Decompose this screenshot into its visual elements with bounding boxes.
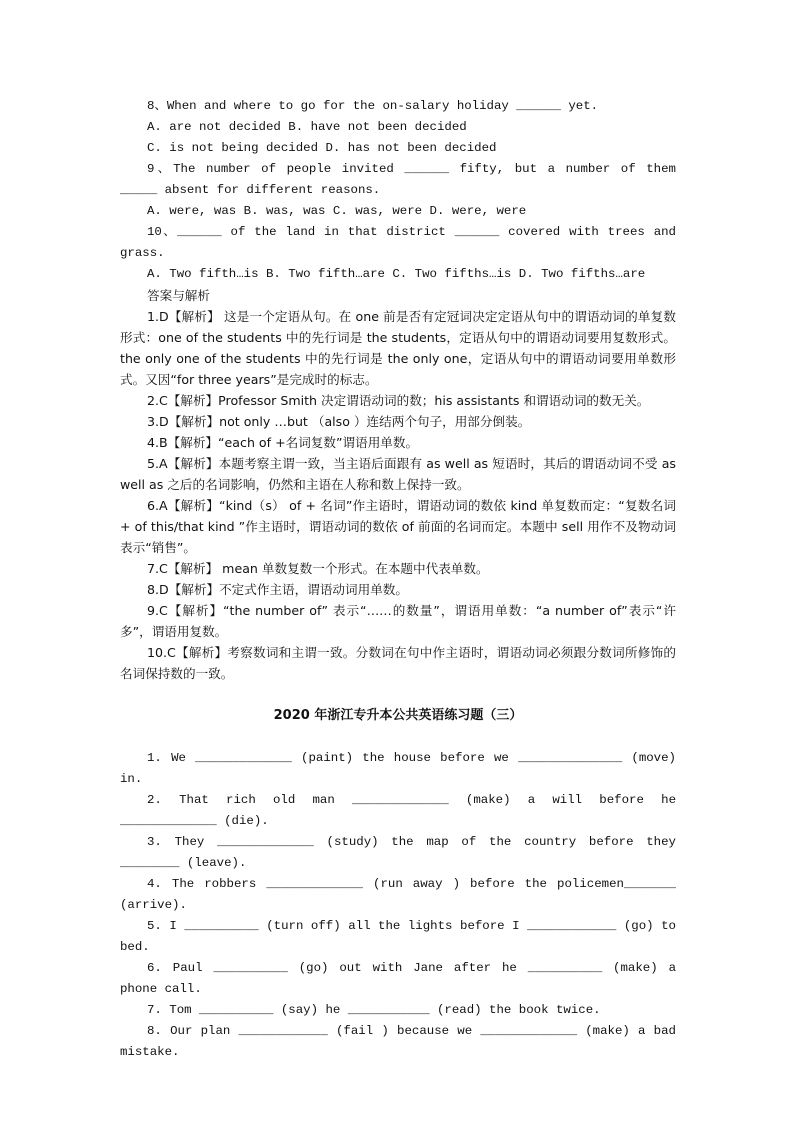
question-9: 9、The number of people invited ______ fifty, but a number of them _____ absent for different reasons. — [120, 162, 676, 197]
exercise-7: 7. Tom __________ (say) he ___________ (read) the book twice. — [147, 1003, 601, 1017]
question-9-options: A. were, was B. was, was C. was, were D. were, were — [147, 204, 527, 218]
answer-1: 1.D【解析】 这是一个定语从句。在 one 前是否有定冠词决定定语从句中的谓语动词的单复数形式：one of the students 中的先行词是 the students，定语从句中的谓语动词要用复数形式。the only one of the students 中的先行词是 the only one，定语从句中的谓语动词要用单数形式。又因“for three years”是完成时的标志。 — [120, 309, 676, 387]
answer-6: 6.A【解析】“kind（s） of + 名词”作主语时，谓语动词的数依 kind 单复数而定：“复数名词 + of this/that kind ”作主语时，谓语动词的数依 of 前面的名词而定。本题中 sell 用作不及物动词表示“销售”。 — [120, 498, 676, 555]
question-8: 8、When and where to go for the on-salary holiday ______ yet. — [147, 99, 599, 113]
question-10: 10、______ of the land in that district ______ covered with trees and grass. — [120, 225, 676, 260]
question-8-options-ab: A. are not decided B. have not been decided — [147, 120, 467, 134]
exercise-6: 6. Paul __________ (go) out with Jane after he __________ (make) a phone call. — [120, 961, 676, 996]
exercise-8: 8. Our plan ____________ (fail ) because we _____________ (make) a bad mistake. — [120, 1024, 676, 1059]
section-spacer — [120, 727, 676, 748]
answer-8: 8.D【解析】不定式作主语，谓语动词用单数。 — [147, 582, 408, 597]
exercise-1: 1. We _____________ (paint) the house before we ______________ (move) in. — [120, 751, 676, 786]
exercise-2: 2. That rich old man _____________ (make) a will before he _____________ (die). — [120, 793, 676, 828]
answer-4: 4.B【解析】“each of +名词复数”谓语用单数。 — [147, 435, 419, 450]
answer-2: 2.C【解析】Professor Smith 决定谓语动词的数；his assistants 和谓语动词的数无关。 — [147, 393, 650, 408]
answers-heading: 答案与解析 — [147, 288, 210, 303]
question-8-options-cd: C. is not being decided D. has not been decided — [147, 141, 497, 155]
section-title: 2020 年浙江专升本公共英语练习题（三） — [273, 708, 523, 723]
answer-9: 9.C【解析】“the number of” 表示“……的数量”，谓语用单数：“a number of”表示“许多”，谓语用复数。 — [120, 603, 676, 639]
question-10-options: A. Two fifth…is B. Two fifth…are C. Two fifths…is D. Two fifths…are — [147, 267, 646, 281]
answer-3: 3.D【解析】not only …but （also ）连结两个句子，用部分倒装。 — [147, 414, 531, 429]
exercise-5: 5. I __________ (turn off) all the lights before I ____________ (go) to bed. — [120, 919, 676, 954]
section-spacer — [120, 684, 676, 705]
document-body — [120, 96, 676, 1063]
exercise-3: 3. They _____________ (study) the map of the country before they ________ (leave). — [120, 835, 676, 870]
exercise-4: 4. The robbers _____________ (run away ) before the policemen_______ (arrive). — [120, 877, 676, 912]
answer-10: 10.C【解析】考察数词和主谓一致。分数词在句中作主语时，谓语动词必须跟分数词所修饰的名词保持数的一致。 — [120, 645, 676, 681]
answer-5: 5.A【解析】本题考察主谓一致，当主语后面跟有 as well as 短语时，其后的谓语动词不受 as well as 之后的名词影响，仍然和主语在人称和数上保持一致。 — [120, 456, 676, 492]
answer-7: 7.C【解析】 mean 单数复数一个形式。在本题中代表单数。 — [147, 561, 489, 576]
